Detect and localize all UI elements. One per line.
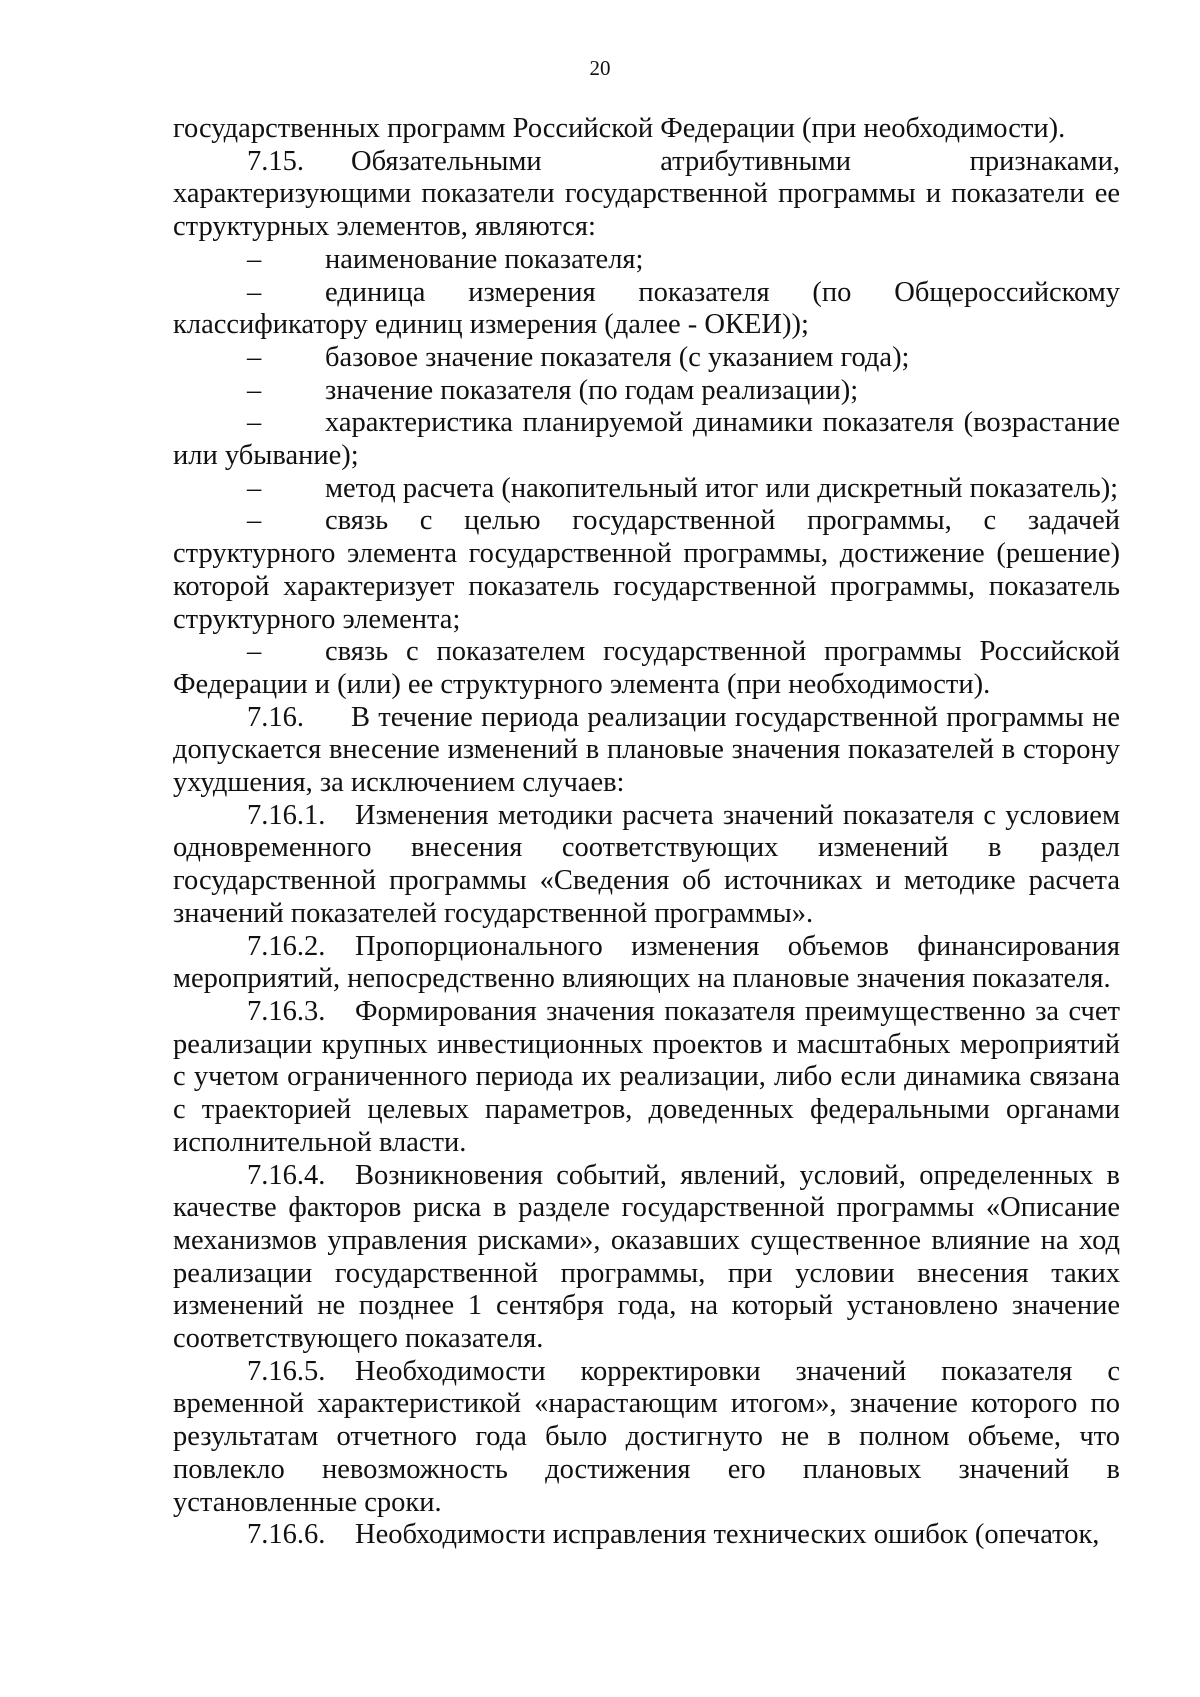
- list-item: [173, 375, 1120, 408]
- numbered-clause: [173, 1160, 1120, 1356]
- paragraph-text: Изменения методики расчета значений показателя с условием одновременного внесения соответствующих изменений в раздел государственной программы «Сведения об источниках и методике расчета значений показателей государственной программы».: [173, 799, 1120, 929]
- paragraph-text: связь с показателем государственной программы Российской Федерации и (или) ее структурного элемента (при необходимости).: [173, 636, 1120, 700]
- paragraph-text: Формирования значения показателя преимущественно за счет реализации крупных инвестиционных проектов и масштабных мероприятий с учетом ограниченного периода их реализации, либо если динамика связана с траекторией целевых параметров, доведенных федеральными органами исполнительной власти.: [173, 995, 1120, 1158]
- list-item: [173, 505, 1120, 636]
- list-dash: –: [247, 407, 262, 439]
- list-dash: –: [247, 374, 262, 406]
- paragraph-text: базовое значение показателя (с указанием года);: [325, 341, 910, 373]
- paragraph-text: государственных программ Российской Федерации (при необходимости).: [173, 113, 1066, 144]
- list-item: [173, 407, 1120, 472]
- paragraph-text: Необходимости исправления технических ошибок (опечаток,: [355, 1519, 1100, 1551]
- clause-number: 7.16.: [247, 701, 304, 733]
- paragraph-text: Необходимости корректировки значений показателя с временной характеристикой «нарастающим итогом», значение которого по результатам отчетного года было достигнуто не в полном объеме, что повлекло невозможность достижения его плановых значений в установленные сроки.: [173, 1355, 1120, 1518]
- list-dash: –: [247, 276, 262, 308]
- page-number: 20: [589, 56, 611, 80]
- numbered-clause: [173, 146, 1120, 244]
- paragraph-text: наименование показателя;: [325, 243, 644, 275]
- numbered-clause: [173, 996, 1120, 1160]
- clause-number: 7.16.4.: [247, 1159, 326, 1191]
- clause-number: 7.15.: [247, 145, 304, 177]
- clause-number: 7.16.1.: [247, 799, 326, 831]
- paragraph-text: В течение периода реализации государственной программы не допускается внесение изменений в плановые значения показателей в сторону ухудшения, за исключением случаев:: [173, 701, 1120, 799]
- numbered-clause: [173, 931, 1120, 996]
- paragraph-text: единица измерения показателя (по Общероссийскому классификатору единиц измерения (далее - ОКЕИ));: [173, 276, 1120, 341]
- clause-number: 7.16.2.: [247, 930, 326, 962]
- paragraph-text: Возникновения событий, явлений, условий, определенных в качестве факторов риска в разделе государственной программы «Описание механизмов управления рисками», оказавших существенное влияние на ход реализации государственной программы, при условии внесения таких изменений не позднее 1 сентября года, на который установлено значение соответствующего показателя.: [173, 1159, 1120, 1355]
- paragraph-text: характеристика планируемой динамики показателя (возрастание или убывание);: [173, 407, 1120, 472]
- clause-number: 7.16.6.: [247, 1519, 326, 1551]
- paragraph-text: значение показателя (по годам реализации);: [325, 374, 859, 406]
- list-dash: –: [247, 243, 262, 275]
- list-item: [173, 342, 1120, 375]
- list-dash: –: [247, 505, 262, 537]
- clause-number: 7.16.3.: [247, 995, 326, 1027]
- list-dash: –: [247, 636, 262, 668]
- paragraph-continuation: [173, 113, 1120, 146]
- paragraph-text: метод расчета (накопительный итог или дискретный показатель);: [325, 472, 1119, 504]
- list-dash: –: [247, 341, 262, 373]
- list-item: [173, 277, 1120, 342]
- paragraph-text: Пропорционального изменения объемов финансирования мероприятий, непосредственно влияющих на плановые значения показателя.: [173, 930, 1120, 995]
- clause-number: 7.16.5.: [247, 1355, 326, 1387]
- paragraph-text: Обязательными атрибутивными признаками, характеризующими показатели государственной программы и показатели ее структурных элементов, являются:: [173, 145, 1120, 243]
- list-item: [173, 473, 1120, 506]
- paragraph-text: связь с целью государственной программы, с задачей структурного элемента государственной программы, достижение (решение) которой характеризует показатель государственной программы, показатель структурного элемента;: [173, 505, 1120, 635]
- numbered-clause: [173, 702, 1120, 800]
- list-item: [173, 244, 1120, 277]
- document-body: [173, 113, 1120, 1552]
- numbered-clause: [173, 800, 1120, 931]
- numbered-clause: [173, 1356, 1120, 1520]
- numbered-clause: [173, 1519, 1120, 1552]
- list-item: [173, 636, 1120, 701]
- list-dash: –: [247, 472, 262, 504]
